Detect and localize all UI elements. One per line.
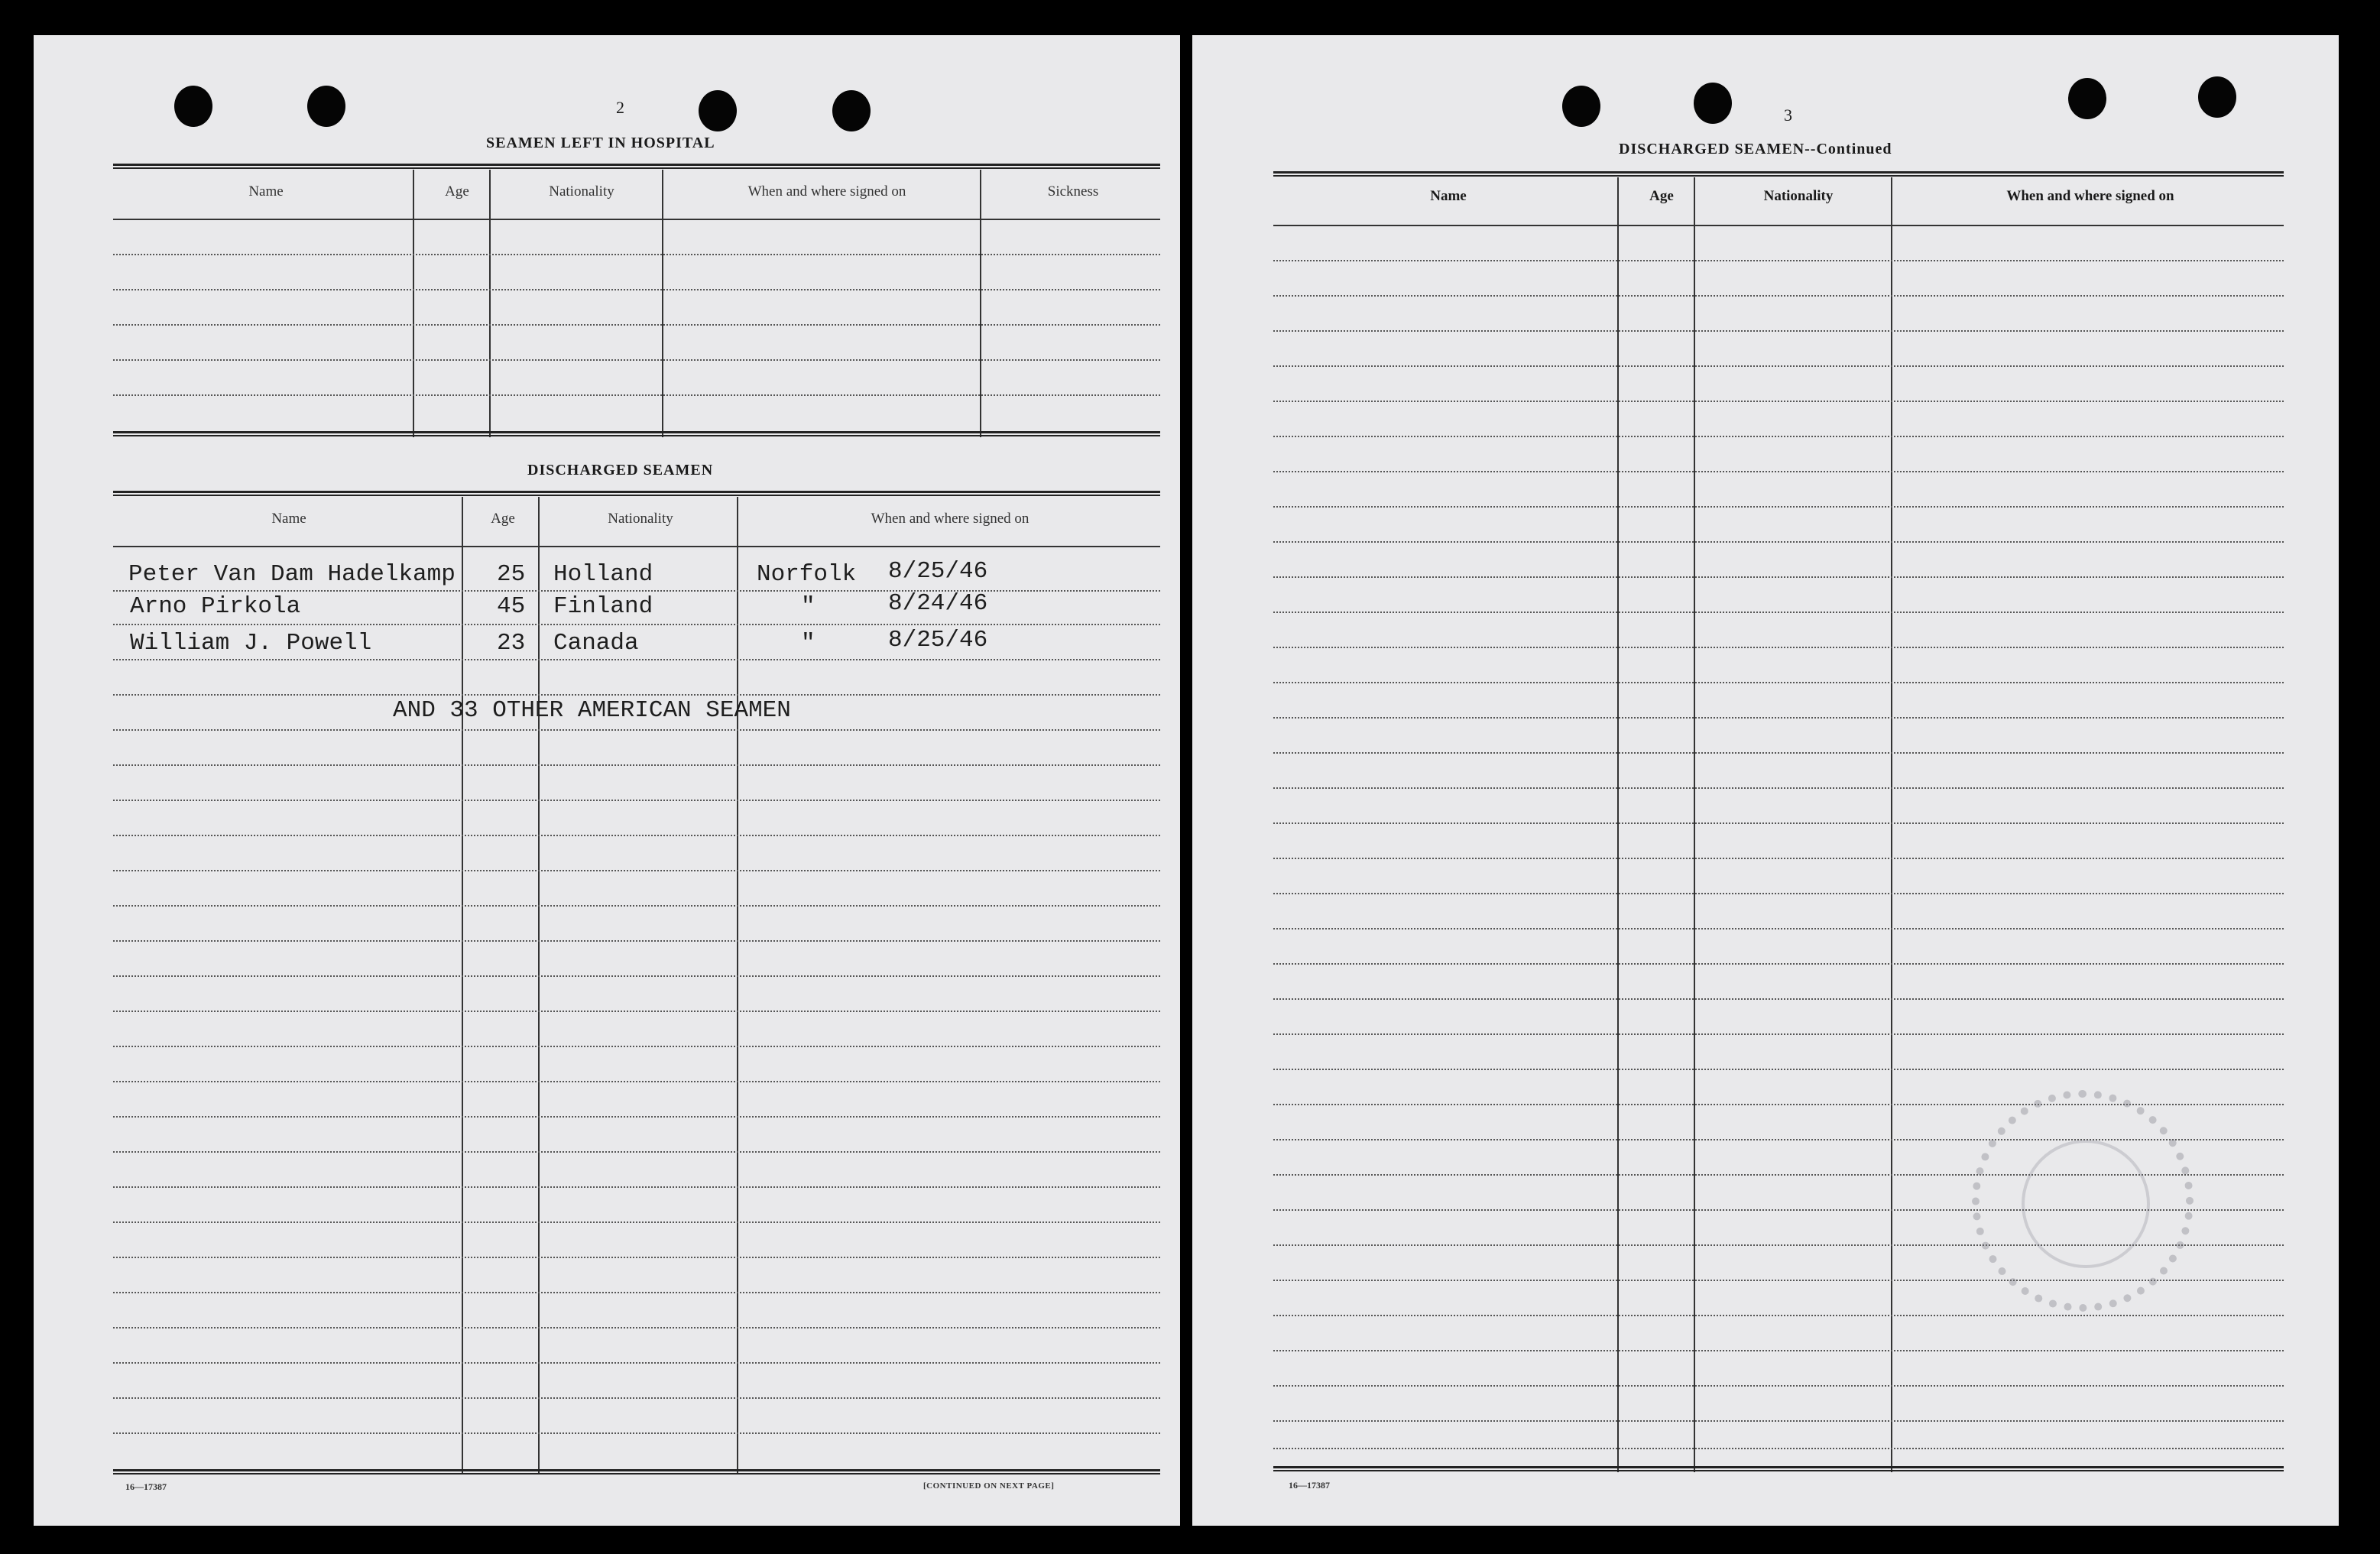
punch-hole: [307, 86, 345, 127]
row-line: [1273, 1315, 2284, 1316]
seaman-nationality: Finland: [553, 593, 653, 620]
row-line: [1273, 1385, 2284, 1387]
row-line: [113, 870, 1160, 871]
hospital-table-bottom-rule: [113, 431, 1160, 436]
discharged-table-top-rule: [113, 491, 1160, 496]
col-name: Name: [1430, 188, 1467, 204]
form-number: 16—17387: [1289, 1480, 1330, 1491]
row-line: [113, 1116, 1160, 1118]
punch-hole: [832, 90, 871, 131]
header-rule: [1273, 225, 2284, 226]
row-line: [1273, 1069, 2284, 1070]
row-line: [113, 1257, 1160, 1258]
continued-label: [CONTINUED ON NEXT PAGE]: [923, 1481, 1055, 1491]
right-page: [1192, 35, 2339, 1526]
seaman-signed-place: ": [801, 593, 815, 620]
row-line: [1273, 260, 2284, 261]
discharged-continued-title: DISCHARGED SEAMEN--Continued: [1619, 141, 1892, 157]
hospital-col-divider: [413, 170, 414, 437]
col-divider: [1891, 177, 1892, 1472]
row-line: [1273, 612, 2284, 613]
hospital-col-divider: [489, 170, 491, 437]
col-signed-on: When and where signed on: [2006, 188, 2174, 204]
row-line: [1273, 822, 2284, 824]
discharged-col-signed-on: When and where signed on: [871, 511, 1029, 527]
seaman-signed-date: 8/25/46: [888, 627, 988, 654]
row-line: [1273, 893, 2284, 894]
row-line: [1273, 998, 2284, 1000]
row-line: [1273, 330, 2284, 332]
row-line: [113, 659, 1160, 660]
hospital-col-divider: [662, 170, 663, 437]
row-line: [1273, 647, 2284, 648]
form-number: 16—17387: [125, 1481, 167, 1492]
row-line: [113, 1151, 1160, 1153]
punch-hole: [2198, 76, 2236, 118]
hospital-col-name: Name: [248, 183, 284, 200]
row-line: [113, 1292, 1160, 1293]
punch-hole: [1562, 86, 1600, 127]
seaman-age: 25: [497, 561, 526, 588]
row-line: [1273, 506, 2284, 508]
row-line: [113, 624, 1160, 625]
seaman-signed-date: 8/25/46: [888, 558, 988, 585]
hospital-col-signed-on: When and where signed on: [747, 183, 906, 200]
seaman-age: 45: [497, 593, 526, 620]
seaman-signed-place: Norfolk: [757, 561, 857, 588]
row-line: [113, 1362, 1160, 1364]
row-line: [113, 800, 1160, 801]
row-line: [1273, 295, 2284, 297]
table-top-rule: [1273, 171, 2284, 177]
row-line: [113, 1432, 1160, 1434]
seaman-name: Peter Van Dam Hadelkamp: [128, 561, 456, 588]
row-line: [1273, 928, 2284, 929]
row-line: [113, 694, 1160, 696]
col-divider: [1694, 177, 1695, 1472]
row-line: [113, 394, 1160, 396]
row-line: [1273, 787, 2284, 789]
other-seamen-note: AND 33 OTHER AMERICAN SEAMEN: [393, 697, 791, 724]
row-line: [113, 835, 1160, 836]
row-line: [1273, 717, 2284, 719]
hospital-table-top-rule: [113, 164, 1160, 169]
row-line: [113, 905, 1160, 907]
hospital-col-sickness: Sickness: [1047, 183, 1099, 200]
row-line: [113, 1011, 1160, 1012]
col-age: Age: [1649, 188, 1674, 204]
row-line: [113, 289, 1160, 290]
stamp-inner-ring: [2022, 1140, 2150, 1268]
hospital-col-divider: [980, 170, 981, 437]
punch-hole: [699, 90, 737, 131]
row-line: [1273, 752, 2284, 754]
faded-round-stamp: [1972, 1090, 2194, 1312]
discharged-header-rule: [113, 546, 1160, 547]
row-line: [113, 764, 1160, 766]
seaman-nationality: Holland: [553, 561, 653, 588]
row-line: [1273, 365, 2284, 367]
hospital-section-title: SEAMEN LEFT IN HOSPITAL: [486, 135, 715, 151]
row-line: [113, 1081, 1160, 1082]
col-nationality: Nationality: [1763, 188, 1834, 204]
row-line: [1273, 436, 2284, 437]
discharged-col-age: Age: [491, 511, 515, 527]
seaman-signed-date: 8/24/46: [888, 590, 988, 617]
discharged-col-name: Name: [271, 511, 306, 527]
discharged-table-bottom-rule: [113, 1469, 1160, 1475]
row-line: [113, 1186, 1160, 1188]
row-line: [113, 1397, 1160, 1399]
row-line: [1273, 401, 2284, 402]
seaman-age: 23: [497, 630, 526, 657]
row-line: [113, 975, 1160, 977]
row-line: [113, 590, 1160, 592]
row-line: [1273, 1350, 2284, 1351]
row-line: [1273, 1033, 2284, 1035]
row-line: [1273, 858, 2284, 859]
row-line: [113, 359, 1160, 361]
row-line: [113, 324, 1160, 326]
row-line: [1273, 682, 2284, 683]
row-line: [113, 1046, 1160, 1047]
row-line: [1273, 1448, 2284, 1449]
row-line: [1273, 576, 2284, 578]
table-bottom-rule: [1273, 1466, 2284, 1471]
discharged-col-nationality: Nationality: [608, 511, 673, 527]
row-line: [1273, 471, 2284, 472]
left-page: [34, 35, 1180, 1526]
seaman-name: William J. Powell: [130, 630, 372, 657]
seaman-signed-place: ": [801, 630, 815, 657]
hospital-header-rule: [113, 219, 1160, 220]
row-line: [113, 940, 1160, 942]
row-line: [113, 254, 1160, 255]
row-line: [113, 1327, 1160, 1329]
page-number: 3: [1784, 105, 1792, 125]
seaman-name: Arno Pirkola: [130, 593, 301, 620]
discharged-section-title: DISCHARGED SEAMEN: [527, 462, 714, 479]
row-line: [1273, 541, 2284, 543]
row-line: [1273, 963, 2284, 965]
row-line: [1273, 1420, 2284, 1422]
punch-hole: [174, 86, 212, 127]
page-number: 2: [616, 98, 624, 117]
punch-hole: [1694, 83, 1732, 124]
row-line: [113, 729, 1160, 731]
col-divider: [1617, 177, 1619, 1472]
hospital-col-nationality: Nationality: [549, 183, 614, 200]
punch-hole: [2068, 78, 2106, 119]
seaman-nationality: Canada: [553, 630, 639, 657]
hospital-col-age: Age: [445, 183, 469, 200]
row-line: [113, 1221, 1160, 1223]
